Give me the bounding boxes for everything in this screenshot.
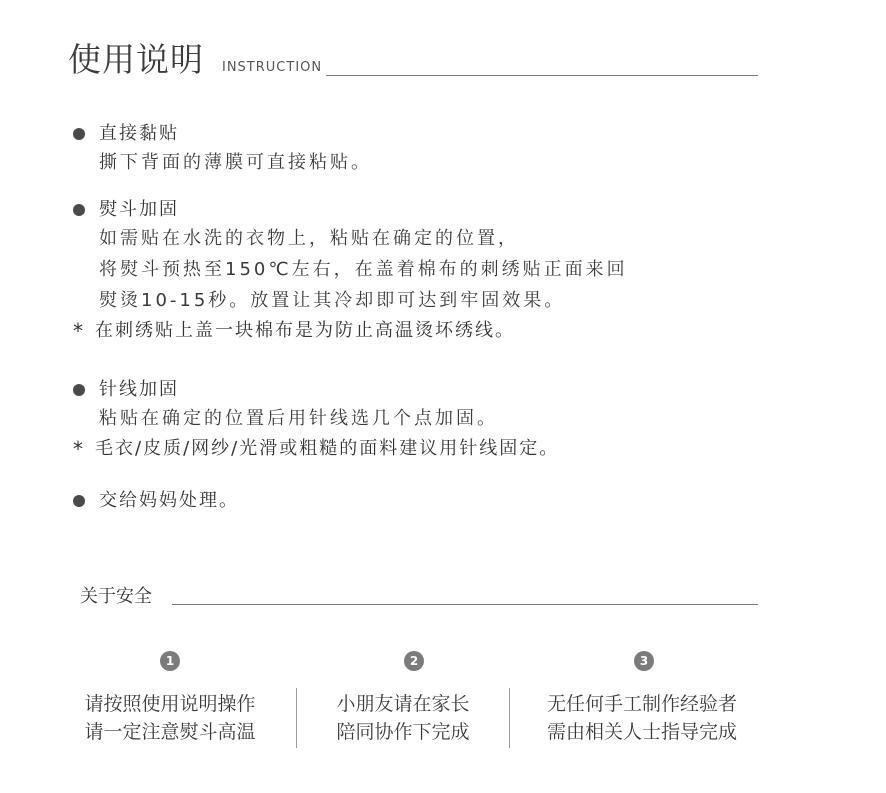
asterisk-icon: *: [73, 319, 85, 343]
note-line: * 在刺绣贴上盖一块棉布是为防止高温烫坏绣线。: [73, 316, 628, 346]
number-badge-1: 1: [160, 651, 180, 671]
instruction-header: [68, 40, 758, 80]
section-give-to-mom: [73, 488, 239, 514]
safety-divider: [172, 604, 758, 605]
safety-item-3: 无任何手工制作经验者 需由相关人士指导完成: [546, 693, 737, 743]
instruction-line: 撕下背面的薄膜可直接粘贴。: [99, 152, 372, 173]
section-heading: 直接黏贴: [73, 121, 372, 147]
safety-item-2: 小朋友请在家长 陪同协作下完成: [336, 693, 470, 743]
safety-item-1: 请按照使用说明操作 请一定注意熨斗高温: [84, 693, 256, 743]
asterisk-icon: *: [73, 437, 85, 461]
instruction-line: 将熨斗预热至150℃左右，在盖着棉布的刺绣贴正面来回: [99, 259, 628, 280]
section-heading: 针线加固: [73, 377, 559, 403]
column-divider: [296, 688, 297, 748]
page-subtitle: INSTRUCTION: [222, 60, 323, 75]
number-badge-2: 2: [404, 651, 424, 671]
section-needle-fix: [73, 377, 559, 464]
column-divider: [509, 688, 510, 748]
bullet-icon: [73, 495, 85, 507]
instruction-line: 如需贴在水洗的衣物上，粘贴在确定的位置，: [99, 228, 519, 249]
page-title: 使用说明: [68, 40, 204, 79]
safety-header: [80, 583, 758, 613]
bullet-icon: [73, 128, 85, 140]
section-heading: 熨斗加固: [73, 197, 628, 223]
instruction-line: 粘贴在确定的位置后用针线选几个点加固。: [99, 408, 498, 429]
bullet-icon: [73, 384, 85, 396]
instruction-line: 熨烫10-15秒。放置让其冷却即可达到牢固效果。: [99, 290, 566, 311]
section-heading: 交给妈妈处理。: [73, 488, 239, 514]
bullet-icon: [73, 204, 85, 216]
number-badge-3: 3: [634, 651, 654, 671]
note-line: * 毛衣/皮质/网纱/光滑或粗糙的面料建议用针线固定。: [73, 434, 559, 464]
section-iron-fix: [73, 197, 628, 346]
section-direct-stick: [73, 121, 372, 178]
header-divider: [326, 75, 758, 76]
safety-title: 关于安全: [80, 586, 152, 607]
